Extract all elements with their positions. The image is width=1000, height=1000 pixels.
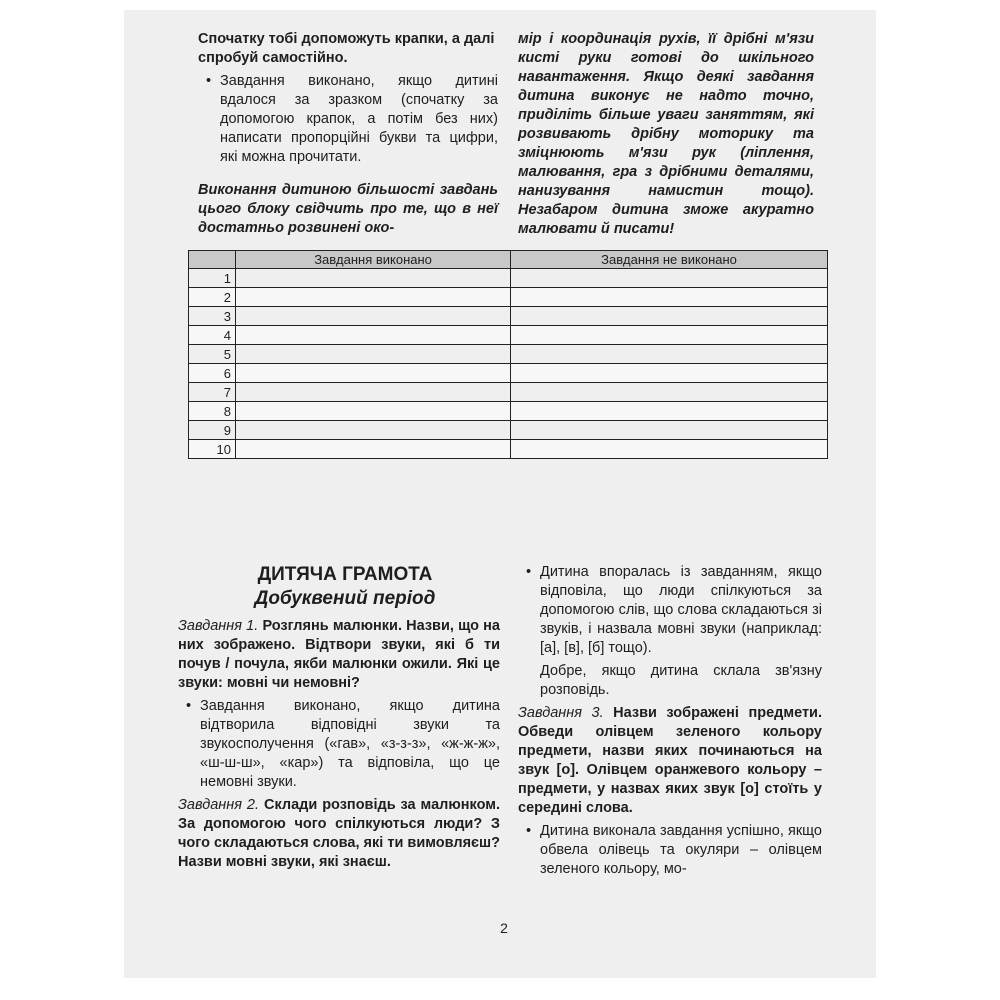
section-title: ДИТЯЧА ГРАМОТА	[257, 564, 433, 585]
task-2-text: Склади розповідь за малюнком. За допомогою чого спілкуються люди? З чого складаються слова, які ти вимовляєш? Назви мовні звуки, які знаєш.	[178, 797, 500, 870]
not-completed-cell[interactable]	[511, 307, 828, 326]
header-not-completed: Завдання не виконано	[511, 251, 828, 269]
header-number	[189, 251, 236, 269]
completed-cell[interactable]	[236, 383, 511, 402]
bottom-left-column	[178, 563, 500, 872]
table-row	[189, 440, 828, 459]
row-number: 4	[189, 326, 236, 345]
intro-instruction: Спочатку тобі допоможуть крапки, а далі спробуй самостійно.	[198, 31, 495, 66]
task-1-label: Завдання 1.	[178, 618, 259, 634]
task-3-label: Завдання 3.	[518, 705, 604, 721]
completed-cell[interactable]	[236, 269, 511, 288]
not-completed-cell[interactable]	[511, 402, 828, 421]
header-completed: Завдання виконано	[236, 251, 511, 269]
not-completed-cell[interactable]	[511, 364, 828, 383]
table-row	[189, 326, 828, 345]
top-left-column	[198, 30, 498, 238]
not-completed-cell[interactable]	[511, 421, 828, 440]
table-row	[189, 421, 828, 440]
completed-cell[interactable]	[236, 364, 511, 383]
task-1	[178, 617, 500, 693]
table-row	[189, 402, 828, 421]
task-2-extra-note: Добре, якщо дитина склала зв'язну розповідь.	[540, 663, 822, 698]
not-completed-cell[interactable]	[511, 288, 828, 307]
top-right-column	[518, 30, 814, 239]
row-number: 1	[189, 269, 236, 288]
completion-note: • Завдання виконано, якщо дитині вдалося за зразком (спочатку за допомогою крапок, а потім без них) написати пропорційні букви та цифри, які можна прочитати.	[198, 72, 498, 167]
conclusion-text: Виконання дитиною більшості завдань цього блоку свідчить про те, що в неї достатньо розвинені око-	[198, 182, 498, 236]
bottom-right-column	[518, 563, 822, 879]
task-3-text: Назви зображені предмети. Обведи олівцем зеленого кольору предмети, назви яких починаються на звук [о]. Олівцем оранжевого кольору – предмети, у назвах яких звук [о] стоїть у середині слова.	[518, 705, 823, 816]
completed-cell[interactable]	[236, 288, 511, 307]
completed-cell[interactable]	[236, 307, 511, 326]
task-1-note: • Завдання виконано, якщо дитина відтворила відповідні звуки та звукосполучення («гав», «з-з-з», «ж-ж-ж», «ш-ш-ш», «кар») та відповіла, що це немовні звуки.	[178, 697, 500, 792]
not-completed-cell[interactable]	[511, 345, 828, 364]
row-number: 5	[189, 345, 236, 364]
row-number: 10	[189, 440, 236, 459]
table-row	[189, 288, 828, 307]
results-table	[188, 250, 828, 459]
row-number: 6	[189, 364, 236, 383]
table-row	[189, 383, 828, 402]
not-completed-cell[interactable]	[511, 440, 828, 459]
row-number: 8	[189, 402, 236, 421]
page-number: 2	[500, 920, 508, 936]
workbook-page	[124, 10, 876, 978]
completed-cell[interactable]	[236, 402, 511, 421]
task-3	[518, 704, 822, 818]
row-number: 3	[189, 307, 236, 326]
table-header-row	[189, 251, 828, 269]
table-row	[189, 307, 828, 326]
task-3-note: • Дитина виконала завдання успішно, якщо обвела олівець та окуляри – олівцем зеленого кольору, мо-	[518, 822, 822, 879]
completed-cell[interactable]	[236, 421, 511, 440]
completed-cell[interactable]	[236, 345, 511, 364]
table-row	[189, 364, 828, 383]
table-row	[189, 269, 828, 288]
completed-cell[interactable]	[236, 326, 511, 345]
not-completed-cell[interactable]	[511, 326, 828, 345]
row-number: 7	[189, 383, 236, 402]
row-number: 2	[189, 288, 236, 307]
conclusion-continued: мір і координація рухів, її дрібні м'язи кисті руки готові до шкільного навантаження. Якщо деякі завдання дитина виконує не надто точно, приділіть більше уваги заняттям, які розвивають дрібну моторику та зміцнюють м'язи рук (ліплення, малювання, гра з дрібними деталями, нанизування намистин тощо). Незабаром дитина зможе акуратно малювати й писати!	[518, 31, 814, 237]
task-2-note: • Дитина впоралась із завданням, якщо відповіла, що люди спілкуються за допомогою слів, що слова складаються зі звуків, і назвала мовні звуки (наприклад: [а], [в], [б] тощо).	[518, 563, 822, 658]
completed-cell[interactable]	[236, 440, 511, 459]
task-2-label: Завдання 2.	[178, 797, 260, 813]
not-completed-cell[interactable]	[511, 269, 828, 288]
task-1-text: Розглянь малюнки. Назви, що на них зображено. Відтвори звуки, які б ти почув / почула, якби малюнки ожили. Які це звуки: мовні чи немовні?	[178, 618, 500, 691]
table-row	[189, 345, 828, 364]
task-2	[178, 796, 500, 872]
not-completed-cell[interactable]	[511, 383, 828, 402]
section-subtitle: Добуквений період	[254, 588, 436, 609]
row-number: 9	[189, 421, 236, 440]
